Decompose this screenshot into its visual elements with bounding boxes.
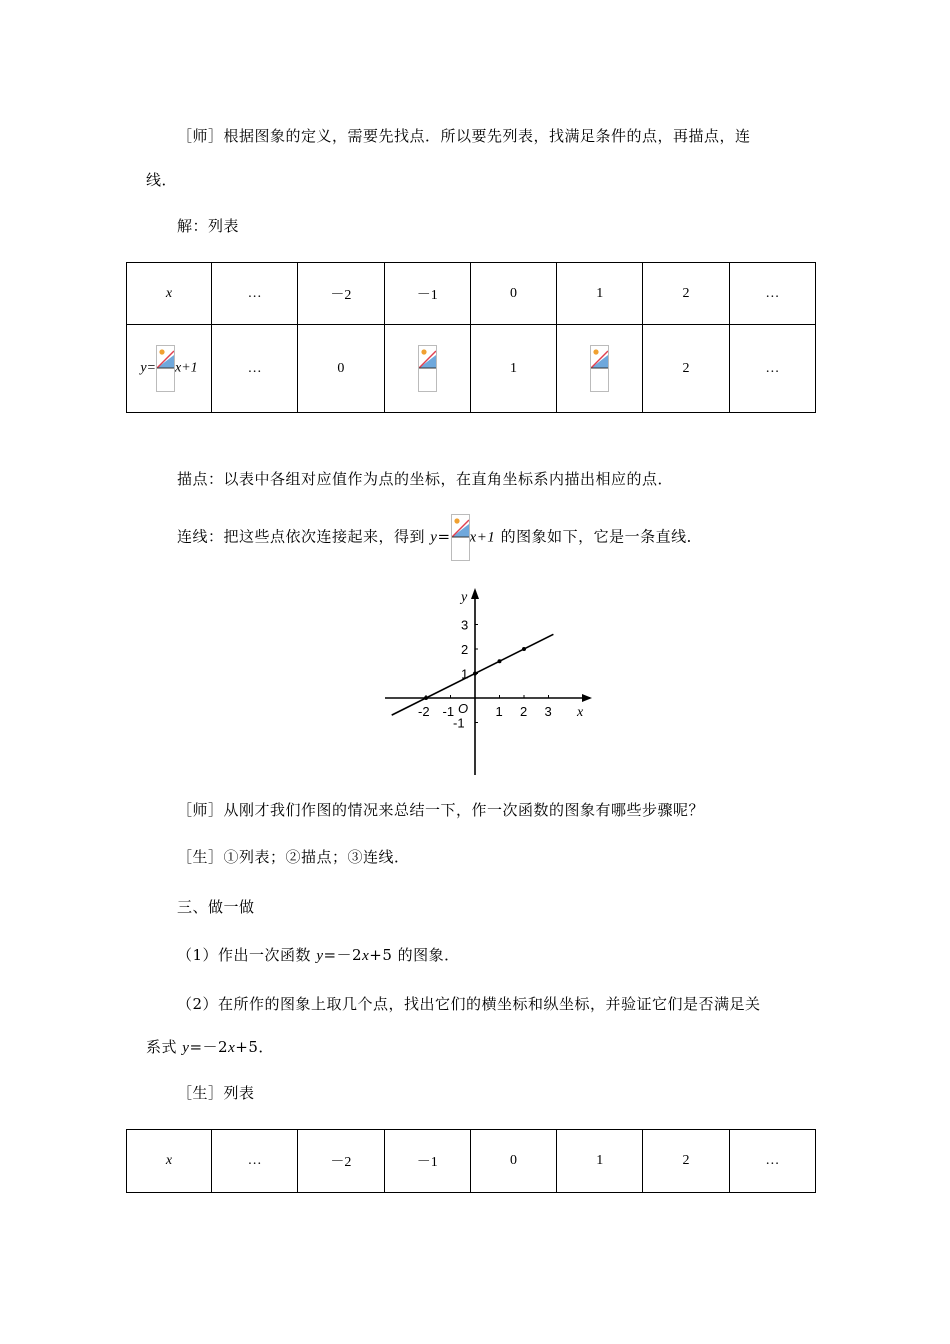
table-cell-y-label: y= x+1 (127, 325, 212, 413)
table-cell: －2 (298, 263, 384, 325)
x-tick-label: -2 (418, 704, 430, 719)
data-point (522, 647, 526, 651)
x-tick-label: 2 (520, 704, 528, 719)
fraction-image-icon (418, 345, 437, 392)
table-cell-image (384, 325, 470, 413)
x-tick-label: 1 (495, 704, 503, 719)
question-2-line1: （2）在所作的图象上取几个点，找出它们的横坐标和纵坐标，并验证它们是否满足关 (177, 995, 761, 1013)
question-2-line2: 系式 y=－2x+5． (146, 1038, 274, 1056)
student-answer: ［生］①列表；②描点；③连线． (177, 848, 410, 866)
table-cell: … (212, 325, 298, 413)
table-cell: －1 (384, 1130, 470, 1193)
section-heading: 三、做一做 (177, 898, 255, 916)
y-tick-label: 3 (461, 617, 469, 633)
table-row-x (127, 1130, 816, 1193)
value-table-1 (126, 262, 816, 413)
table-cell: 1 (557, 263, 643, 325)
table-cell: －2 (298, 1130, 384, 1193)
x-axis-label: x (577, 705, 584, 720)
table-cell: －1 (384, 263, 470, 325)
y-axis-label: y (461, 590, 468, 605)
table-cell: … (729, 1130, 815, 1193)
y-tick-label: 2 (461, 642, 469, 657)
fraction-image-icon (451, 514, 470, 561)
data-point (498, 659, 502, 663)
table-cell: … (729, 325, 815, 413)
plot-points-text: 描点：以表中各组对应值作为点的坐标，在直角坐标系内描出相应的点． (177, 470, 674, 488)
table-cell: 0 (298, 325, 384, 413)
table-cell: … (212, 263, 298, 325)
student-list-heading: ［生］列表 (177, 1084, 255, 1102)
table-cell-x-label: x (127, 263, 212, 325)
data-point (424, 696, 428, 700)
y-tick-label: -1 (453, 715, 465, 731)
value-table-2 (126, 1129, 816, 1193)
table-cell: 1 (557, 1130, 643, 1193)
origin-label: O (458, 701, 469, 716)
table-cell: 2 (643, 1130, 729, 1193)
y-axis-arrow-icon (471, 588, 479, 599)
question-1: （1）作出一次函数 y=－2x+5 的图象． (177, 946, 460, 964)
table-cell: 1 (470, 325, 556, 413)
table-cell: … (212, 1130, 298, 1193)
table-cell: … (729, 263, 815, 325)
teacher-paragraph-line1: ［师］根据图象的定义，需要先找点．所以要先列表，找满足条件的点，再描点，连 (177, 127, 751, 145)
table-cell-image (557, 325, 643, 413)
table-cell-x-label: x (127, 1130, 212, 1193)
teacher-question: ［师］从刚才我们作图的情况来总结一下，作一次函数的图象有哪些步骤呢？ (177, 801, 705, 819)
table-row-y (127, 325, 816, 413)
table-cell: 0 (470, 263, 556, 325)
x-tick-label: -1 (442, 704, 455, 719)
x-tick-label: 3 (544, 704, 552, 719)
solution-heading: 解：列表 (177, 217, 240, 235)
table-cell: 2 (643, 263, 729, 325)
connect-line-text: 连线：把这些点依次连接起来，得到 y= x+1 的图象如下，它是一条直线． (146, 514, 826, 561)
fraction-image-icon (590, 345, 609, 392)
data-point (473, 672, 477, 676)
coordinate-graph (383, 585, 598, 780)
table-cell: 2 (643, 325, 729, 413)
x-axis-arrow-icon (582, 694, 592, 702)
y-tick-label: 1 (461, 666, 469, 682)
table-row-x (127, 263, 816, 325)
table-cell: 0 (470, 1130, 556, 1193)
series-line (392, 634, 554, 715)
teacher-paragraph-line2: 线． (146, 171, 178, 189)
fraction-image-icon (156, 345, 175, 392)
